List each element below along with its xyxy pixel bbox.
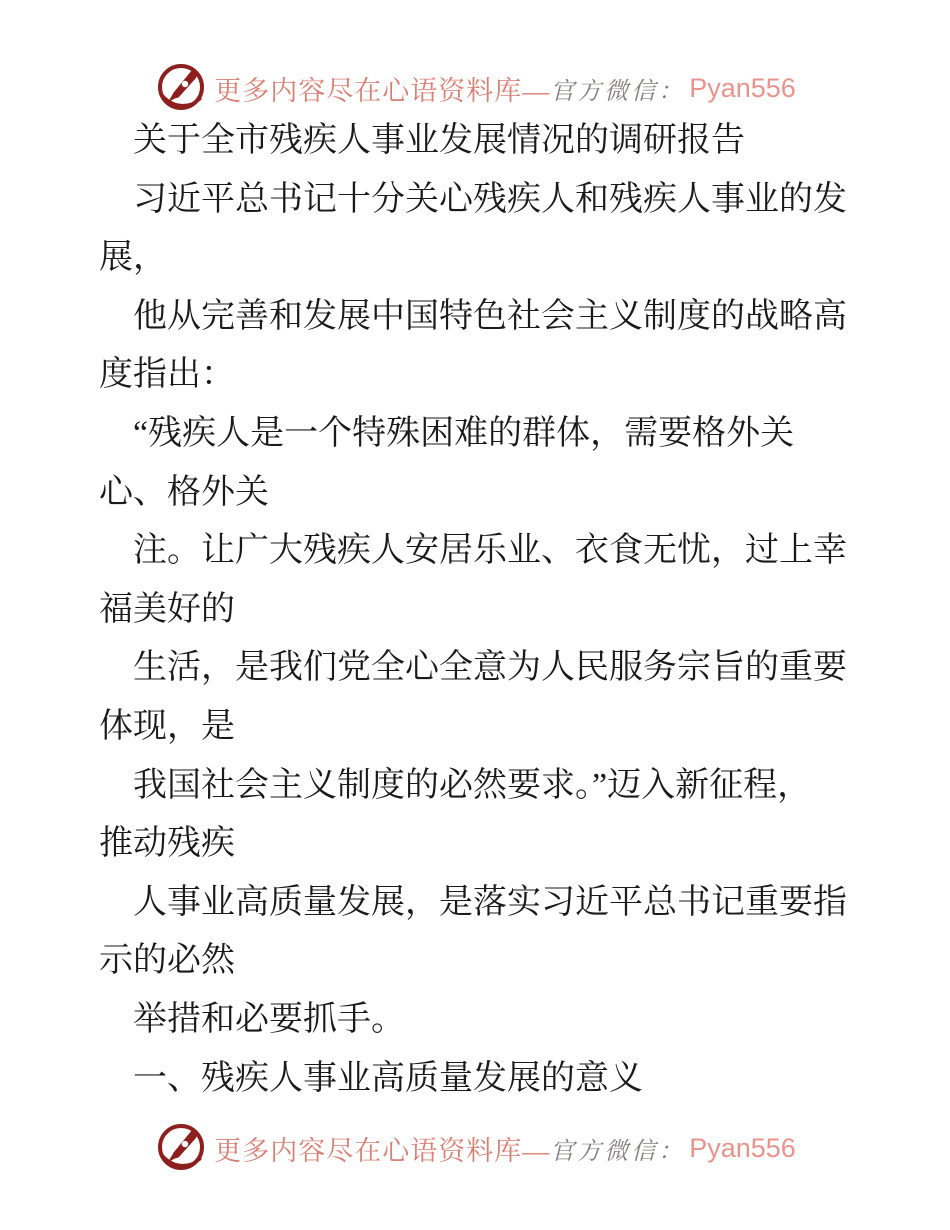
text-line: 生活，是我们党全心全意为人民服务宗旨的重要 — [133, 649, 847, 687]
text-line: 人事业高质量发展，是落实习近平总书记重要指 — [133, 883, 847, 921]
wechat-id: Pyan556 — [689, 72, 796, 103]
text-line: 注。让广大残疾人安居乐业、衣食无忧，过上幸 — [133, 532, 847, 570]
wechat-id: Pyan556 — [689, 1132, 796, 1163]
pen-swirl-logo-icon — [154, 1121, 208, 1175]
document-body — [99, 112, 899, 1108]
text-line: 一、残疾人事业高质量发展的意义 — [133, 1059, 643, 1097]
header-watermark — [0, 60, 950, 116]
text-line: “残疾人是一个特殊困难的群体，需要格外关 — [133, 414, 795, 452]
brand-text: 更多内容尽在心语资料库— — [214, 75, 551, 106]
text-line: 推动残疾 — [99, 825, 235, 863]
text-line: 示的必然 — [99, 942, 235, 980]
text-line: 我国社会主义制度的必然要求。”迈入新征程， — [133, 766, 812, 804]
text-line: 福美好的 — [99, 590, 235, 628]
text-line: 体现，是 — [99, 707, 235, 745]
document-title: 关于全市残疾人事业发展情况的调研报告 — [133, 122, 745, 159]
pen-swirl-logo-icon — [154, 61, 208, 115]
text-line: 举措和必要抓手。 — [133, 1000, 405, 1038]
text-line: 他从完善和发展中国特色社会主义制度的战略高 — [133, 297, 847, 335]
text-line: 心、格外关 — [99, 473, 269, 511]
footer-watermark — [0, 1120, 950, 1176]
text-line: 习近平总书记十分关心残疾人和残疾人事业的发 — [133, 180, 847, 218]
text-line: 展， — [99, 239, 167, 277]
text-line: 度指出： — [99, 356, 235, 394]
brand-text: 更多内容尽在心语资料库— — [214, 1135, 551, 1166]
wechat-label: 官方微信： — [550, 76, 686, 105]
wechat-label: 官方微信： — [550, 1136, 686, 1165]
